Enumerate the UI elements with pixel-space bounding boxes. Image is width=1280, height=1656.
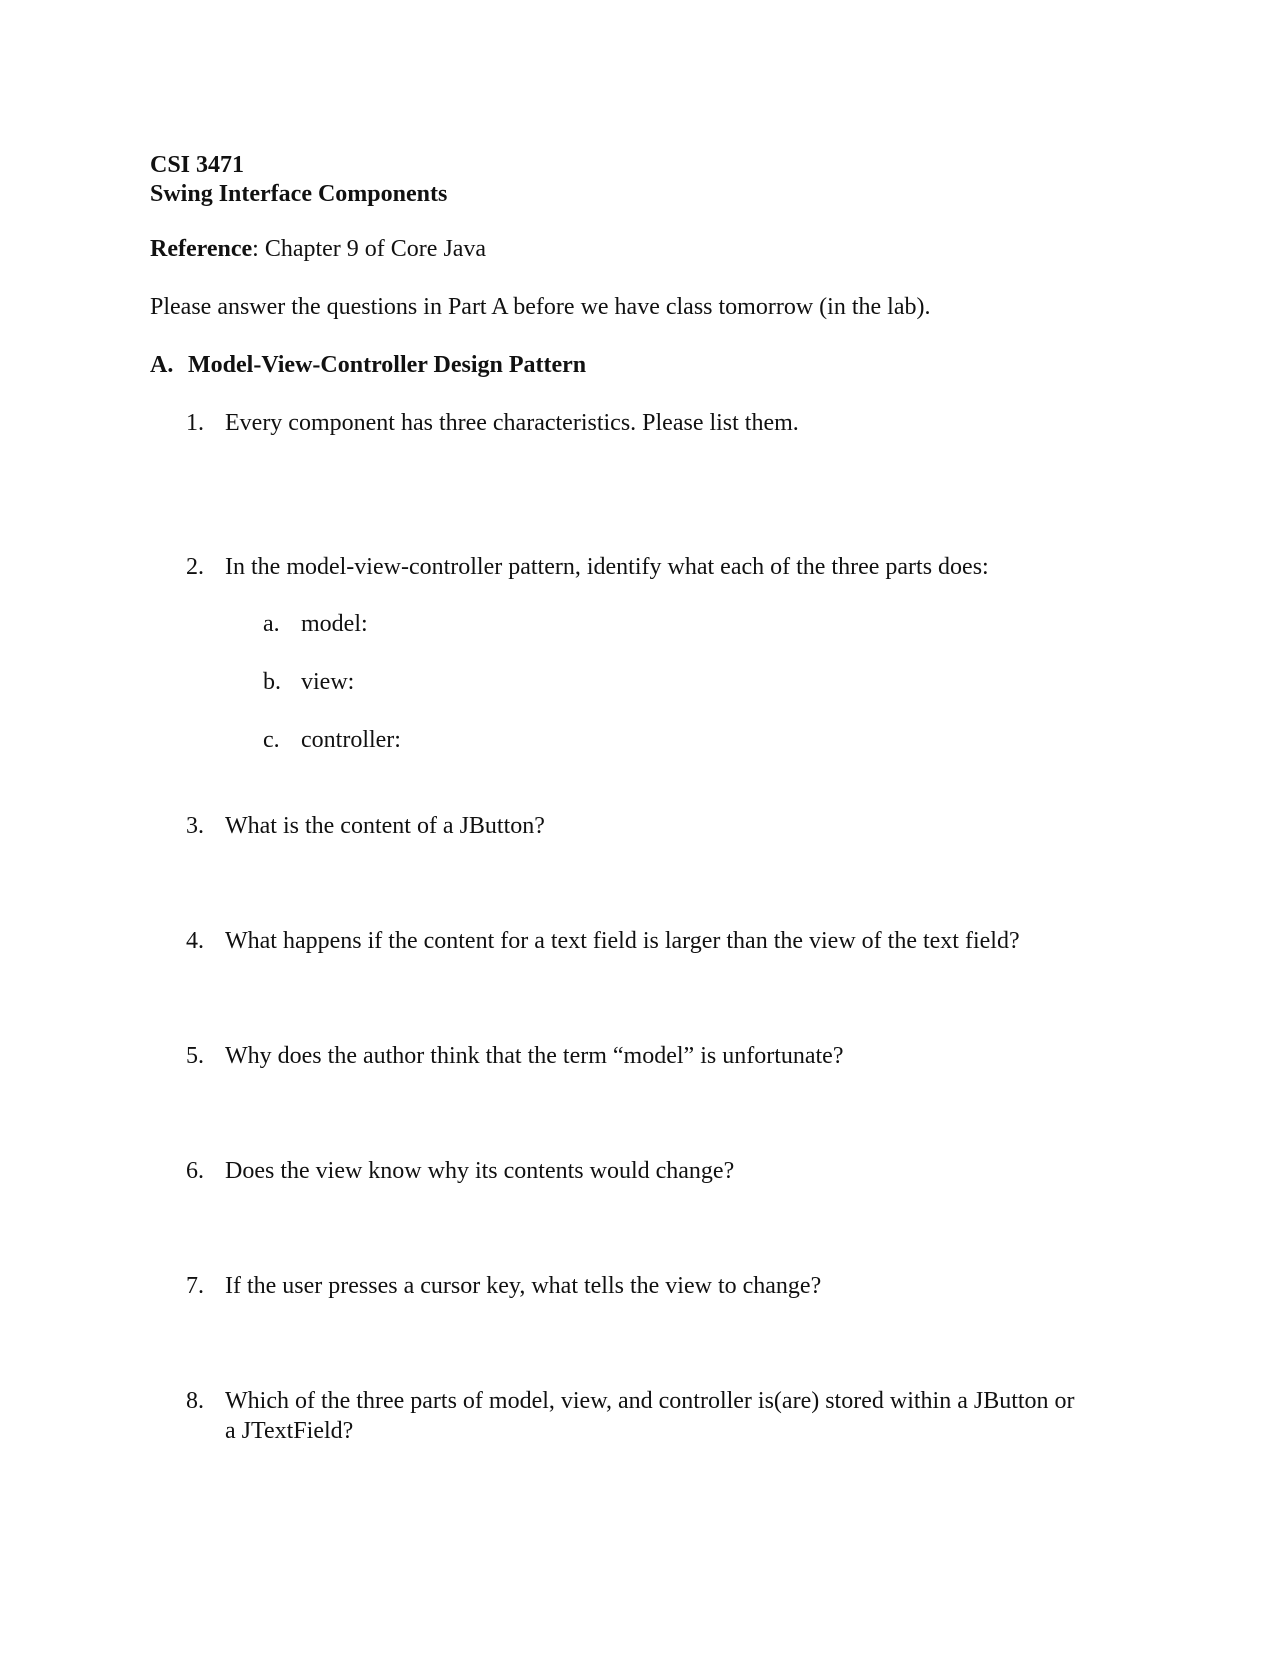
- subitem-text: model:: [301, 611, 368, 637]
- subitem-view: [263, 667, 354, 697]
- section-title: Model-View-Controller Design Pattern: [188, 352, 587, 378]
- subitem-text: controller:: [301, 727, 401, 753]
- question-7: [186, 1271, 821, 1301]
- reference-line: [150, 234, 486, 264]
- question-8: [186, 1386, 1075, 1446]
- subitem-letter: a.: [263, 611, 280, 637]
- question-text: Why does the author think that the term “model” is unfortunate?: [225, 1043, 844, 1069]
- question-2: [186, 552, 989, 582]
- question-text: If the user presses a cursor key, what tells the view to change?: [225, 1273, 822, 1299]
- question-5: [186, 1041, 843, 1071]
- question-number: 4.: [186, 928, 204, 954]
- section-heading: [150, 350, 586, 380]
- question-text: Every component has three characteristics. Please list them.: [225, 410, 799, 436]
- document-title: Swing Interface Components: [150, 181, 448, 207]
- question-text: In the model-view-controller pattern, identify what each of the three parts does:: [225, 554, 989, 580]
- question-number: 6.: [186, 1158, 204, 1184]
- question-number: 1.: [186, 410, 204, 436]
- subitem-controller: [263, 725, 401, 755]
- reference-label: Reference: [150, 236, 253, 262]
- question-text-continuation: a JTextField?: [225, 1418, 354, 1444]
- question-text: What is the content of a JButton?: [225, 813, 545, 839]
- question-text: What happens if the content for a text field is larger than the view of the text field?: [225, 928, 1020, 954]
- subitem-model: [263, 609, 368, 639]
- subitem-text: view:: [301, 669, 355, 695]
- question-4: [186, 926, 1020, 956]
- subitem-letter: c.: [263, 727, 280, 753]
- question-number: 7.: [186, 1273, 204, 1299]
- question-number: 2.: [186, 554, 204, 580]
- question-text: Does the view know why its contents would change?: [225, 1158, 735, 1184]
- question-number: 8.: [186, 1388, 204, 1414]
- reference-text: : Chapter 9 of Core Java: [252, 236, 487, 262]
- section-letter: A.: [150, 352, 174, 378]
- question-number: 5.: [186, 1043, 204, 1069]
- question-6: [186, 1156, 734, 1186]
- subitem-letter: b.: [263, 669, 281, 695]
- instructions: Please answer the questions in Part A before we have class tomorrow (in the lab).: [150, 294, 931, 320]
- question-text: Which of the three parts of model, view, and controller is(are) stored within a JButton or: [225, 1388, 1075, 1414]
- question-1: [186, 408, 799, 438]
- question-number: 3.: [186, 813, 204, 839]
- course-code: CSI 3471: [150, 152, 245, 178]
- question-3: [186, 811, 545, 841]
